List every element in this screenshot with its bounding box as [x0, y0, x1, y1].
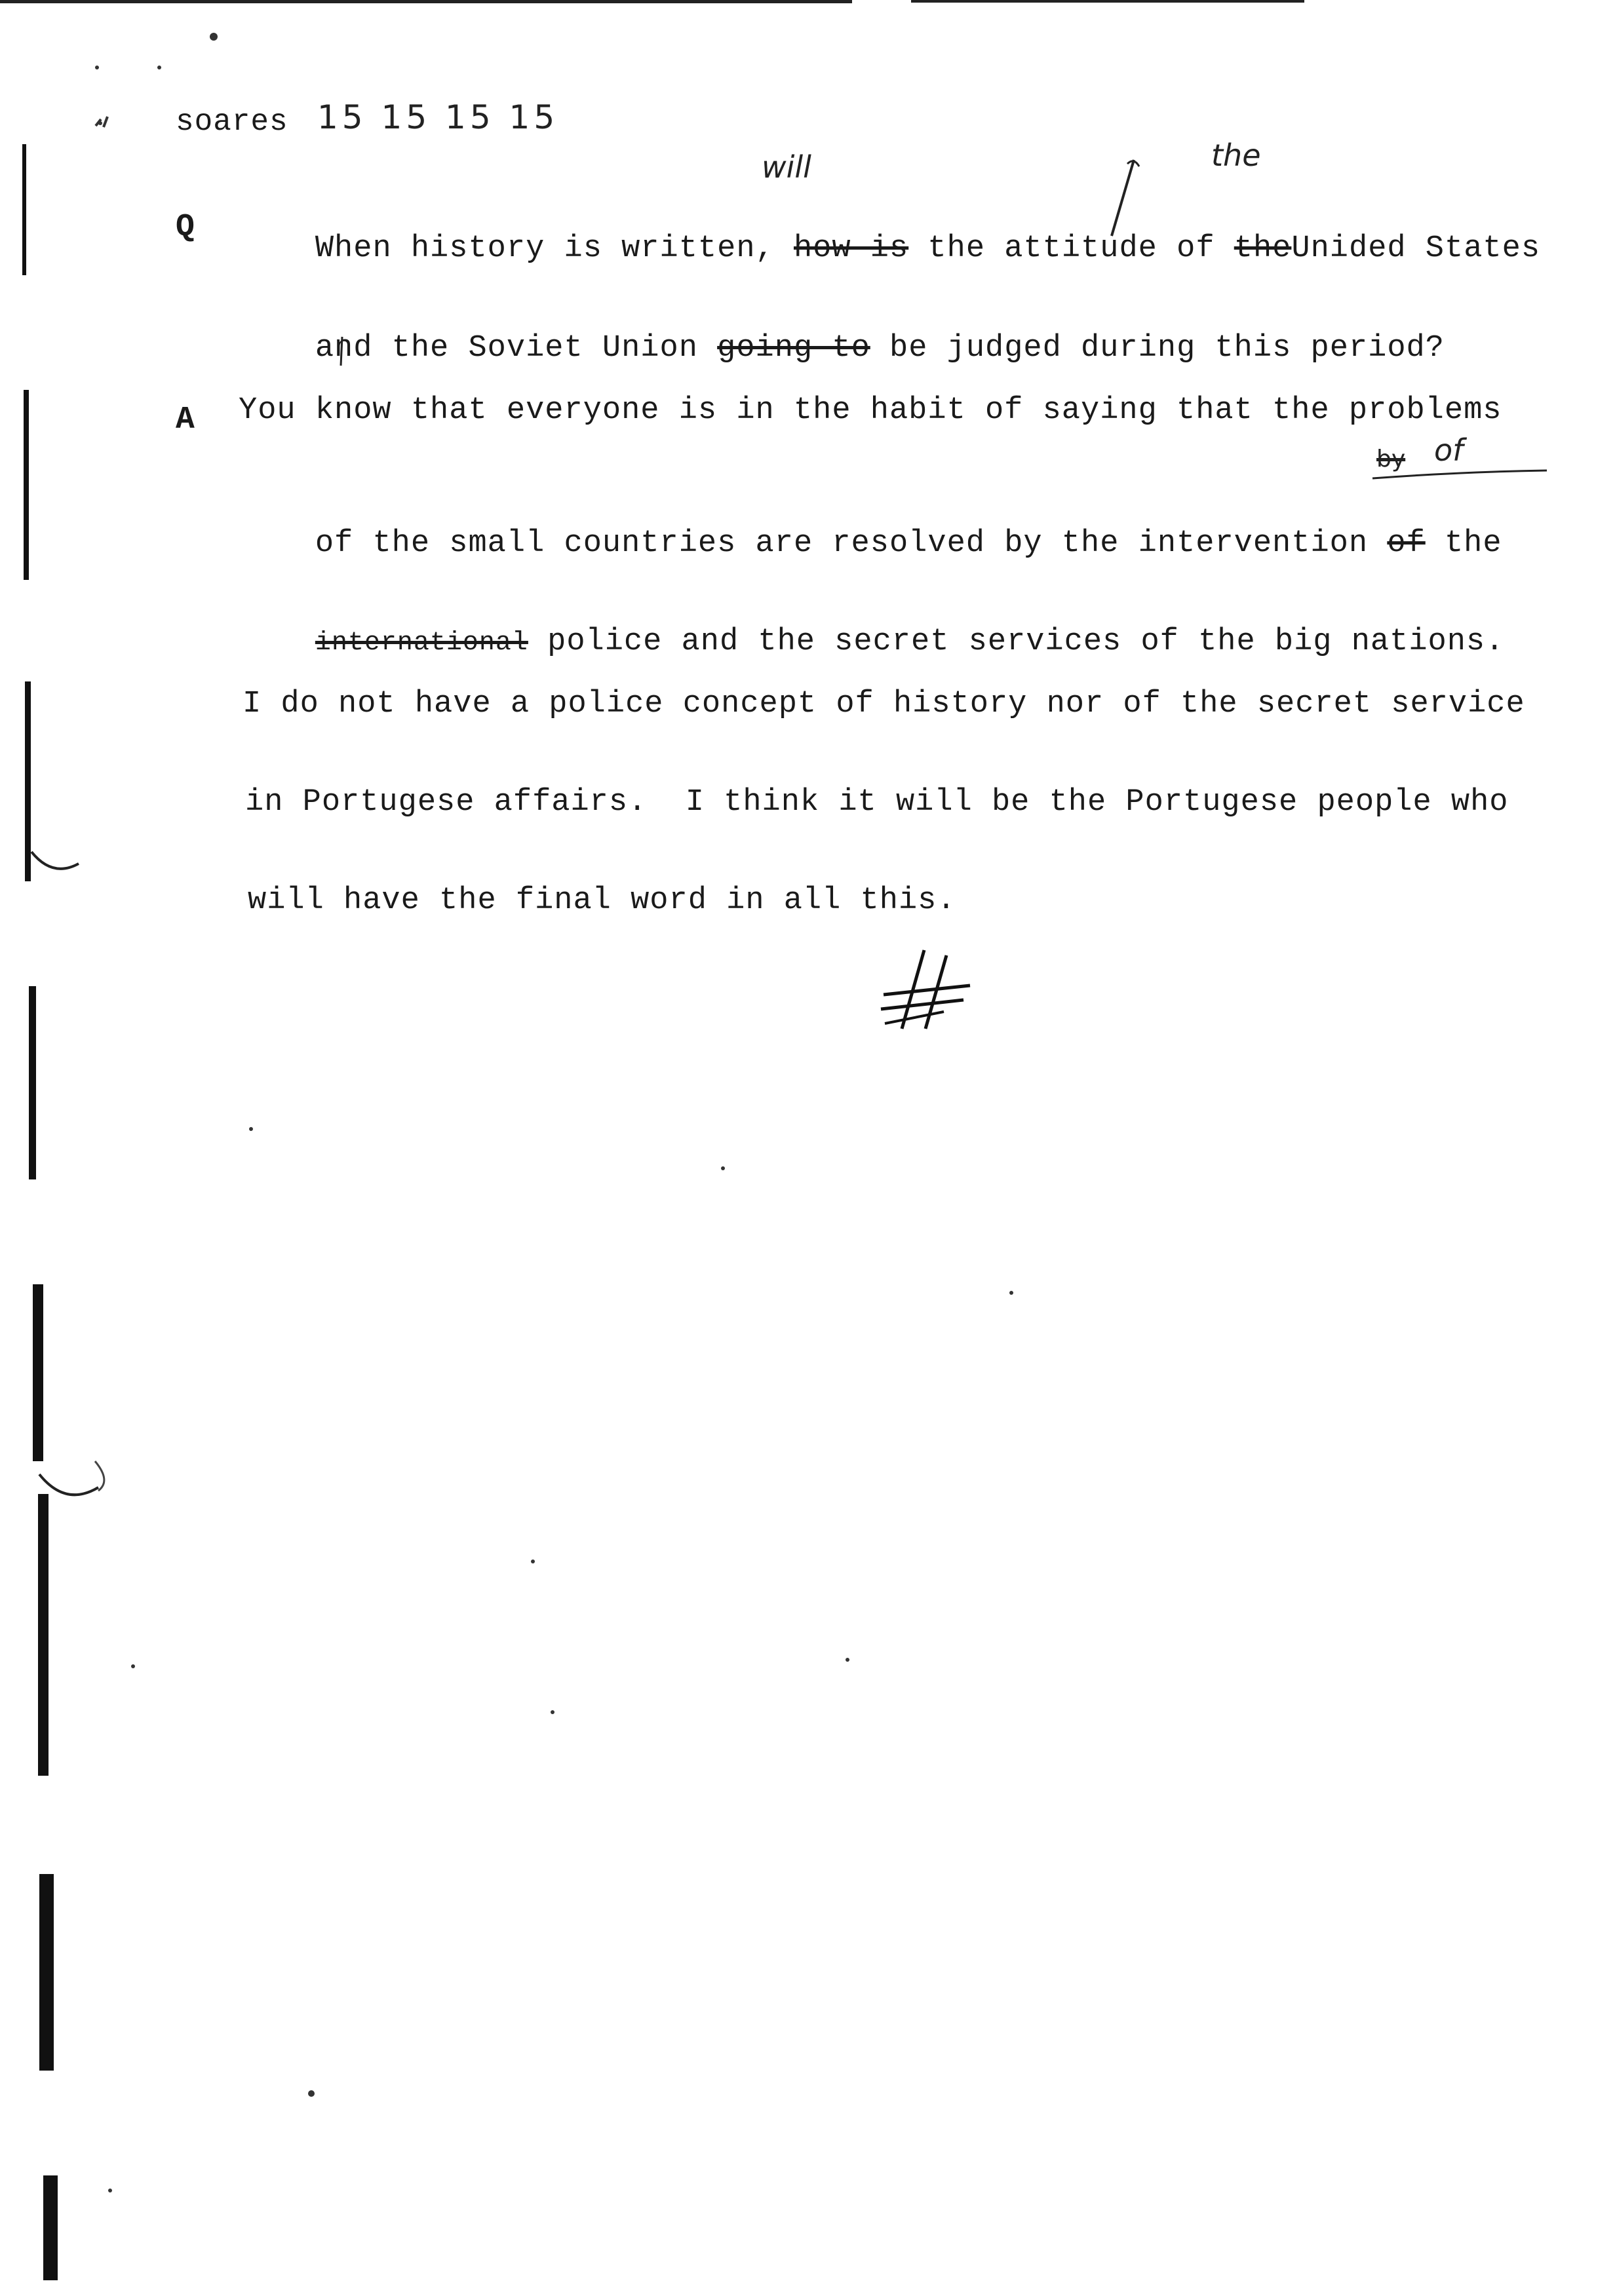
handwritten-insert-will: will	[762, 149, 811, 185]
question-text: the attitude	[927, 231, 1158, 266]
binding-mark	[39, 1874, 54, 2071]
punch-hole-mark	[33, 1455, 105, 1514]
speck	[308, 2090, 315, 2097]
answer-text: of the small countries are resolved by the intervention	[315, 526, 1369, 561]
binding-mark	[38, 1494, 49, 1776]
answer-line-1: You know that everyone is in the habit of saying that the problems	[239, 393, 1502, 428]
struck-text: the	[1234, 231, 1292, 266]
struck-text: going to	[717, 331, 870, 366]
binding-mark	[29, 986, 36, 1179]
speck	[108, 2189, 112, 2192]
question-line-1	[239, 197, 1540, 301]
speck	[846, 1658, 849, 1662]
answer-line-4: I do not have a police concept of history nor of the secret service	[243, 687, 1525, 721]
answer-text: police and the secret services of the big nations.	[547, 624, 1505, 659]
handwritten-insert-the: the	[1211, 138, 1261, 173]
answer-text: the	[1444, 526, 1502, 561]
header-tick-mark	[93, 113, 113, 132]
punch-hole-mark	[26, 845, 92, 885]
speck	[131, 1664, 135, 1668]
struck-text: of	[1387, 526, 1426, 561]
top-edge-line	[0, 0, 852, 3]
insertion-line-mark	[1370, 452, 1553, 505]
handwritten-insert-of: of	[1434, 432, 1464, 468]
caret-mark	[336, 335, 349, 368]
header-label: soares	[176, 105, 288, 139]
binding-mark	[33, 1284, 43, 1461]
insertion-slash-mark	[1108, 157, 1147, 242]
question-text: Unided States	[1291, 231, 1541, 266]
binding-mark	[24, 390, 29, 580]
speck	[531, 1559, 535, 1563]
question-marker: Q	[176, 210, 195, 245]
speck	[210, 33, 218, 41]
question-text: be judged during this period?	[889, 331, 1445, 366]
top-edge-line	[911, 0, 1304, 3]
answer-line-6: will have the final word in all this.	[248, 883, 956, 918]
end-mark	[865, 944, 996, 1035]
speck	[95, 66, 99, 69]
question-line-2	[239, 296, 1445, 400]
question-text: When history is written,	[315, 231, 775, 266]
speck	[721, 1166, 725, 1170]
answer-line-2	[239, 491, 1502, 596]
speck	[157, 66, 161, 69]
speck	[1009, 1291, 1013, 1295]
page-numbers: 15 15 15 15	[317, 98, 559, 136]
answer-line-5: in Portugese affairs. I think it will be the Portugese people who	[245, 785, 1509, 820]
end-mark-drawing	[865, 944, 996, 1035]
question-text: and the Soviet Union	[315, 331, 698, 366]
question-text: of	[1177, 231, 1215, 266]
speck	[551, 1710, 555, 1714]
struck-text: international	[315, 628, 528, 658]
handwritten-insert-by: by	[1376, 446, 1406, 472]
binding-mark	[22, 144, 26, 275]
answer-marker: A	[176, 402, 195, 438]
answer-line-3	[239, 590, 1504, 694]
binding-mark	[43, 2175, 58, 2280]
speck	[249, 1127, 253, 1131]
struck-text: how is	[793, 231, 909, 266]
